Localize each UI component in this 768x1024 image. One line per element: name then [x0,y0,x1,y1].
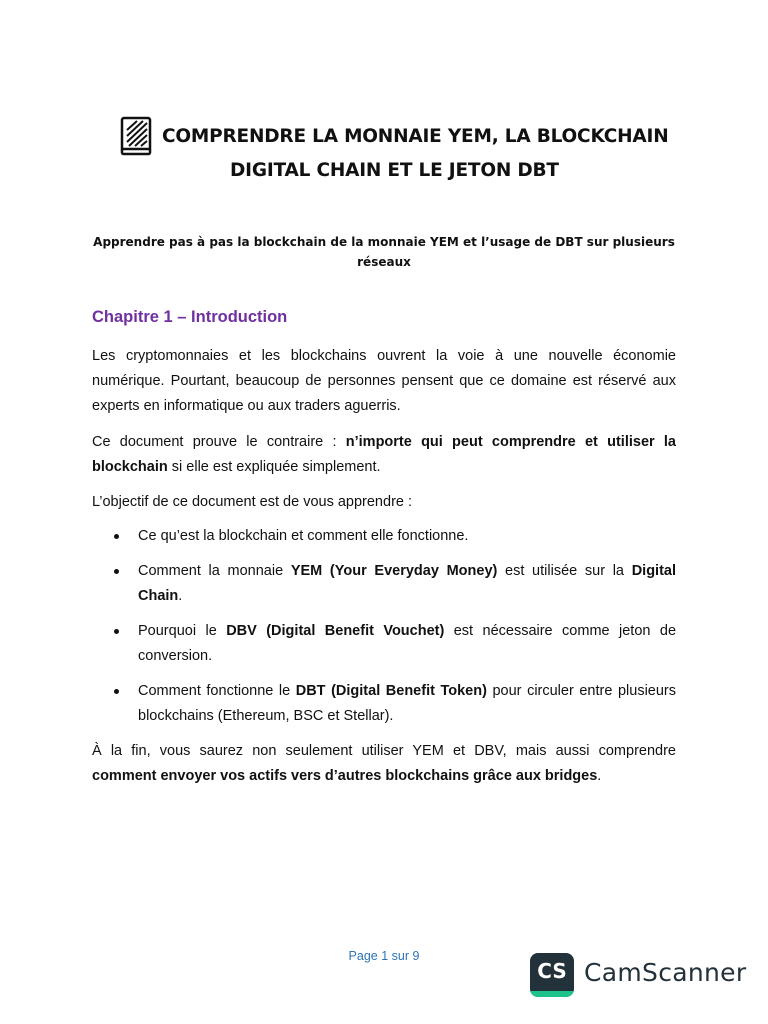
title-line-1: COMPRENDRE LA MONNAIE YEM, LA BLOCKCHAIN [162,126,669,147]
list-item-text: Comment fonctionne le [138,683,296,699]
list-item-text: Pourquoi le [138,623,227,639]
paragraph-conclusion-text: À la fin, vous saurez non seulement utiliser YEM et DBV, mais aussi comprendre [92,743,676,759]
paragraph-intro: Les cryptomonnaies et les blockchains ouvrent la voie à une nouvelle économie numérique. Pourtant, beaucoup de personnes pensent que ce domaine est réservé aux experts en informatique ou aux traders aguerris. [92,348,676,414]
list-item [92,559,676,609]
bullet-icon [114,629,119,634]
chapter-heading: Chapitre 1 – Introduction [92,308,288,326]
list-item-text: est nécessaire comme jeton de conversion. [138,623,677,664]
camscanner-watermark [530,953,750,999]
page-number: Page 1 sur 9 [348,949,420,963]
list-item-text: pour circuler entre plusieurs blockchains (Ethereum, BSC et Stellar). [138,683,676,724]
list-item-emphasis: DBV (Digital Benefit Vouchet) [226,623,445,639]
camscanner-logo-icon [530,953,574,997]
document-subtitle: Apprendre pas à pas la blockchain de la monnaie YEM et l’usage de DBT sur plusieurs réseaux [93,235,675,269]
list-item [92,679,676,729]
bullet-icon [114,569,119,574]
bullet-icon [114,689,119,694]
bullet-icon [114,534,119,539]
list-item-emphasis: DBT (Digital Benefit Token) [295,683,487,699]
paragraph-conclusion-end: . [597,768,602,784]
paragraph-claim [92,430,676,480]
list-item-text: est utilisée sur la [497,563,632,579]
list-item-text: Ce qu’est la blockchain et comment elle fonctionne. [138,528,469,544]
list-item-emphasis: YEM (Your Everyday Money) [290,563,498,579]
paragraph-claim-text: Ce document prouve le contraire : [92,434,346,450]
camscanner-logo-accent [530,991,574,997]
camscanner-logo-text: CS [537,959,567,983]
list-item [92,524,676,549]
camscanner-name: CamScanner [584,958,747,987]
list-item-text: . [178,588,183,604]
paragraph-conclusion [92,739,676,789]
paragraph-conclusion-emphasis: comment envoyer vos actifs vers d’autres blockchains grâce aux bridges [92,768,598,784]
title-line-2: DIGITAL CHAIN ET LE JETON DBT [230,160,559,181]
paragraph-claim-emphasis: n’importe qui peut comprendre et utiliser la blockchain [92,434,676,475]
paragraph-claim-end: si elle est expliquée simplement. [167,459,381,475]
list-item [92,619,676,669]
book-icon [120,116,154,156]
objectives-list [92,524,676,739]
paragraph-objective: L’objectif de ce document est de vous apprendre : [92,494,413,510]
list-item-text: Comment la monnaie [138,563,291,579]
list-item-emphasis: Digital Chain [138,563,677,604]
